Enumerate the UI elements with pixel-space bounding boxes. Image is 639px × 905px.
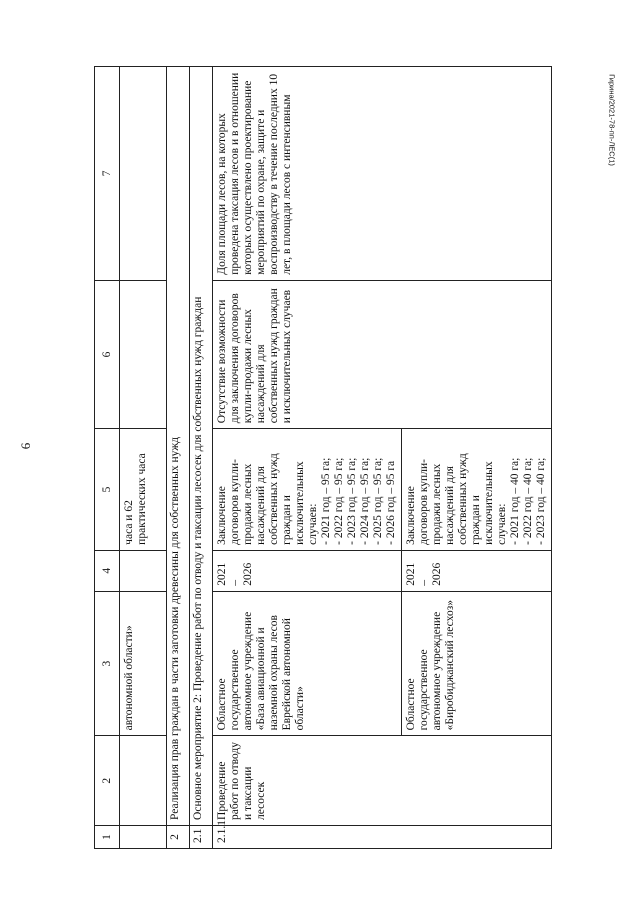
executor-cell: Областное государственное автономное учреждение «База авиационной и наземной охраны лесов Еврейской автономной области» — [213, 591, 402, 736]
result-cell — [213, 429, 402, 551]
subsection-title: Основное мероприятие 2: Проведение работ по отводу и таксации лесосек для собственных нужд граждан — [190, 67, 213, 826]
result-item: - 2024 год – 95 га; — [359, 457, 371, 545]
header-cell: 4 — [95, 550, 120, 591]
section-title: Реализация прав граждан в части заготовки древесины для собственных нужд — [167, 67, 190, 826]
continuation-row — [120, 67, 167, 849]
result-item: - 2025 год – 95 га; — [372, 457, 384, 545]
row-number: 2.1.1 — [213, 825, 552, 848]
document-code: Гирина/2021-78-пп-ЛЕС(1) — [607, 74, 617, 166]
header-cell: 7 — [95, 67, 120, 281]
section-row — [167, 67, 190, 849]
header-cell: 6 — [95, 280, 120, 428]
result-item: - 2023 год – 40 га; — [535, 457, 547, 545]
result-item: - 2021 год – 40 га; — [509, 457, 521, 545]
section-number: 2 — [167, 825, 190, 848]
subsection-row — [190, 67, 213, 849]
result-item: - 2022 год – 95 га; — [333, 457, 345, 545]
result-item: - 2023 год – 95 га; — [346, 457, 358, 545]
rotated-table-area — [94, 66, 584, 849]
indicator-cell: Доля площади лесов, на которых проведена таксация лесов и в отношении которых осуществлено проектирование мероприятий по охране, защите и воспроизводству в течение последних 10 лет, в площади лесов с интенсивным — [213, 67, 552, 281]
cont-result: часа и 62 практических часа — [120, 429, 167, 551]
result-intro: Заключение договоров купли-продажи лесных насаждений для собственных нужд граждан и исключительных случаев: — [405, 453, 508, 545]
header-cell: 2 — [95, 736, 120, 826]
header-cell: 5 — [95, 429, 120, 551]
result-cell — [402, 429, 552, 551]
program-table — [94, 66, 552, 849]
cont-executor: автономной области» — [120, 591, 167, 736]
program-table-wrapper — [94, 66, 584, 849]
executor-cell: Областное государственное автономное учреждение «Биробиджанский лесхоз» — [402, 591, 552, 736]
header-cell: 1 — [95, 825, 120, 848]
table-row — [213, 67, 402, 849]
page-number: 6 — [18, 442, 33, 450]
period-cell: 2021 – 2026 — [213, 550, 402, 591]
consequence-cell: Отсутствие возможности для заключения договоров купли-продажи лесных насаждений для собственных нужд граждан и исключительных случаев — [213, 280, 552, 428]
header-cell: 3 — [95, 591, 120, 736]
subsection-number: 2.1 — [190, 825, 213, 848]
result-item: - 2021 год – 95 га; — [320, 457, 332, 545]
result-item: - 2026 год – 95 га — [385, 460, 397, 545]
result-intro: Заключение договоров купли-продажи лесных насаждений для собственных нужд граждан и исключительных случаев: — [216, 453, 319, 545]
result-item: - 2022 год – 40 га; — [522, 457, 534, 545]
period-cell: 2021 – 2026 — [402, 550, 552, 591]
activity-name: Проведение работ по отводу и таксации лесосек — [213, 736, 552, 826]
header-row — [95, 67, 120, 849]
